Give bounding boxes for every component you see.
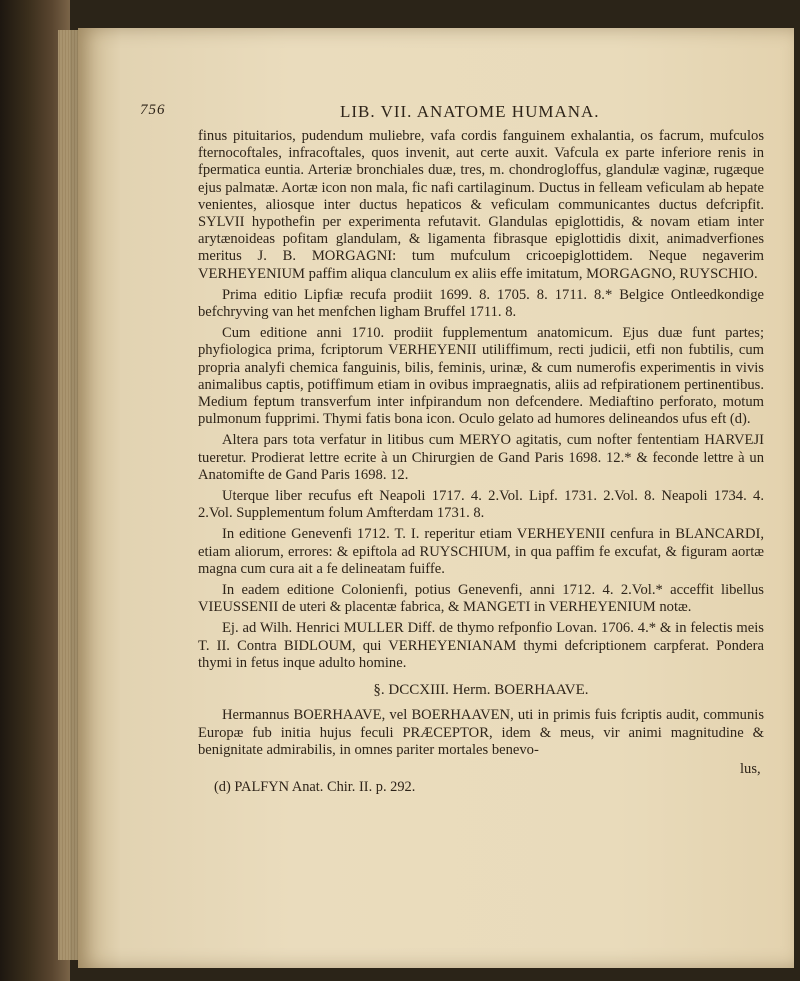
paragraph: Uterque liber recufus eft Neapoli 1717. 4. 2.Vol. Lipf. 1731. 2.Vol. 8. Neapoli 1734. 4. 2.Vol. Supplementum folum Amfterdam 1731. 8.	[198, 488, 764, 522]
paragraph: Prima editio Lipfiæ recufa prodiit 1699. 8. 1705. 8. 1711. 8.* Belgice Ontleedkondige befchryving van het menfchen ligham Bruffel 1711. 8.	[198, 286, 764, 321]
page-number: 756	[140, 102, 166, 118]
paragraph: In editione Genevenfi 1712. T. I. reperitur etiam VERHEYENII cenfura in BLANCARDI, etiam aliorum, errores: & epiftola ad RUYSCHIUM, in qua paffim fe excufat, & figuram aortæ magna cum cura ait a fe delineatam fuiffe.	[198, 526, 764, 577]
paragraph: Cum editione anni 1710. prodiit fupplementum anatomicum. Ejus duæ funt partes; phyfiologica prima, fcriptorum VERHEYENII utiliffimum, recti judicii, etfi non fubtilis, cum propria analyfi chemica fanguinis, bilis, feminis, urinæ, & cum numerofis experimentis in vivis animalibus captis, potiffimum etiam in ovibus impraegnatis, aliis ad refpirationem pertinentibus. Medium feptum transverfum inter infpirandum non defcendere. Mediaftino perforato, motum pulmonum fupprimi. Thymi fatis bona icon. Oculo gelato ad humores delineandos ufus eft (d).	[198, 325, 764, 428]
paragraph: Ej. ad Wilh. Henrici MULLER Diff. de thymo refponfio Lovan. 1706. 4.* & in felectis meis T. II. Contra BIDLOUM, qui VERHEYENIANAM thymi defcriptionem carpferat. Pondera thymi in fetus inque adulto homine.	[198, 620, 764, 671]
body-text	[198, 128, 764, 759]
paragraph: Altera pars tota verfatur in litibus cum MERYO agitatis, cum nofter fententiam HARVEJI tueretur. Prodierat lettre ecrite à un Chirurgien de Gand Paris 1698. 12.* & feconde lettre à un Anatomifte de Gand Paris 1698. 12.	[198, 432, 764, 483]
footnote: (d) PALFYN Anat. Chir. II. p. 292.	[214, 779, 416, 795]
catchword: lus,	[740, 761, 761, 777]
paragraph: In eadem editione Colonienfi, potius Genevenfi, anni 1712. 4. 2.Vol.* acceffit libellus VIEUSSENII de uteri & placentæ fabrica, & MANGETI in VERHEYENIUM notæ.	[198, 582, 764, 616]
paragraph: finus pituitarios, pudendum muliebre, vafa cordis fanguinem exhalantia, os facrum, mufculos fternocoftales, infracoftales, quos invenit, aut certe auxit. Vafcula ex parte inferiore renis in fpermatica euntia. Arteriæ bronchiales duæ, tres, m. chondrogloffus, glandulæ vaginæ, rugæque ejus palmatæ. Aortæ icon non mala, fic nafi cartilaginum. Ductus in felleam veficulam ab hepate venientes, aliosque inter ductus hepaticos & veficulam communicantes ductus defcripfit. SYLVII hypothefin per experimenta refutavit. Glandulas epiglottidis, & novam etiam inter arytænoideas pofitam glandulam, & ligamenta fibrasque epiglottidis dixit, animadverfiones meritus J. B. MORGAGNI: tum mufculum cricoepiglottidem. Neque negaverim VERHEYENIUM paffim aliqua clanculum ex aliis effe imitatum, MORGAGNO, RUYSCHIO.	[198, 128, 764, 282]
running-title: LIB. VII. ANATOME HUMANA.	[340, 102, 600, 121]
paragraph: Hermannus BOERHAAVE, vel BOERHAAVEN, uti in primis fuis fcriptis audit, communis Europæ fub initia hujus feculi PRÆCEPTOR, idem & meus, vir animi magnitudine & benignitate admirabilis, in omnes pariter mortales benevo-	[198, 707, 764, 758]
section-heading: §. DCCXIII. Herm. BOERHAAVE.	[373, 682, 589, 699]
